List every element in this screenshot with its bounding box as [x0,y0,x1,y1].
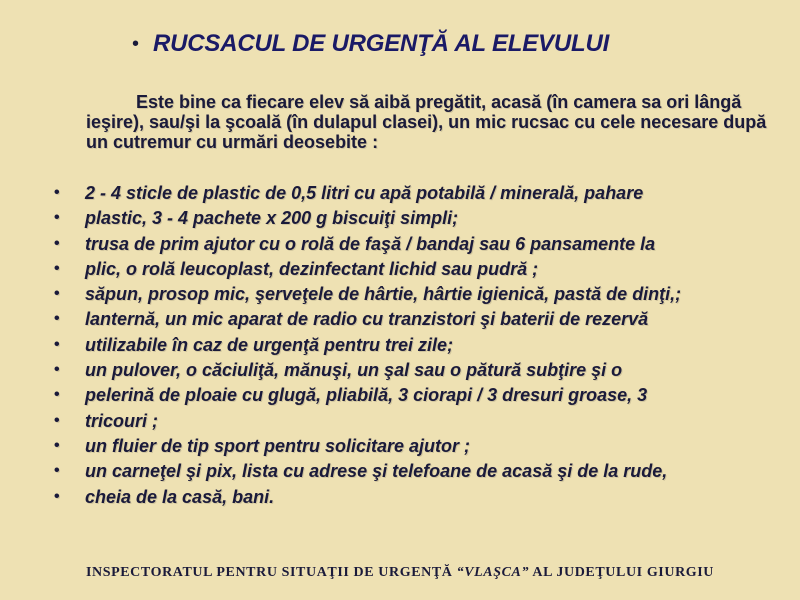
list-item [54,360,774,380]
list-item-text: un carneţel şi pix, lista cu adrese şi telefoane de acasă şi de la rude, [85,461,668,482]
bullet-icon: • [54,487,60,505]
list-item [54,461,774,481]
list-item-text: plic, o rolă leucoplast, dezinfectant lichid sau pudră ; [85,258,539,279]
supply-list [54,183,774,512]
bullet-icon: • [54,209,60,227]
bullet-icon: • [54,361,60,379]
bullet-icon: • [54,184,60,201]
bullet-icon: • [54,411,60,429]
intro-paragraph: Este bine ca fiecare elev să aibă pregătit, acasă (în camera sa ori lângă ieşire), sau/şi la şcoală (în dulapul clasei), un mic rucsac cu cele necesare după un cutremur cu urmări deosebite : [86,92,767,152]
list-item [54,385,774,405]
slide-title: RUCSACUL DE URGENŢĂ AL ELEVULUI [153,30,610,57]
list-item [54,487,774,507]
list-item-text: utilizabile în caz de urgenţă pentru trei zile; [85,334,454,355]
bullet-icon: • [54,285,60,303]
bullet-icon: • [132,33,140,55]
list-item-text: lanternă, un mic aparat de radio cu tranzistori şi baterii de rezervă [85,309,649,330]
list-item [54,259,774,279]
list-item [54,183,774,203]
bullet-icon: • [54,386,60,404]
title-row [132,30,609,58]
list-item [54,208,774,228]
list-item-text: plastic, 3 - 4 pachete x 200 g biscuiţi simpli; [85,208,459,229]
bullet-icon: • [54,335,60,353]
list-item-text: săpun, prosop mic, şerveţele de hârtie, hârtie igienică, pastă de dinţi,; [85,284,682,305]
list-item [54,436,774,456]
list-item [54,335,774,355]
footer-prefix: INSPECTORATUL PENTRU SITUAŢII DE URGENŢĂ [85,565,457,580]
list-item-text: 2 - 4 sticle de plastic de 0,5 litri cu apă potabilă / minerală, pahare [85,183,644,203]
bullet-icon: • [54,310,60,328]
list-item-text: pelerină de ploaie cu glugă, pliabilă, 3 ciorapi / 3 dresuri groase, 3 [85,385,648,406]
bullet-icon: • [54,234,60,252]
footer-org-name: “VLAŞCA” [456,565,530,580]
list-item-text: tricouri ; [85,410,159,431]
footer-suffix: AL JUDEŢULUI GIURGIU [529,565,715,580]
list-item-text: un pulover, o căciuliţă, mănuşi, un şal sau o pătură subţire şi o [85,360,623,381]
list-item-text: cheia de la casă, bani. [85,486,275,507]
list-item [54,309,774,329]
footer-organization [0,565,800,581]
list-item-text: trusa de prim ajutor cu o rolă de faşă / bandaj sau 6 pansamente la [85,233,656,254]
list-item [54,411,774,431]
list-item-text: un fluier de tip sport pentru solicitare ajutor ; [85,435,471,456]
bullet-icon: • [54,462,60,480]
bullet-icon: • [54,259,60,277]
list-item [54,284,774,304]
list-item [54,234,774,254]
bullet-icon: • [54,436,60,454]
